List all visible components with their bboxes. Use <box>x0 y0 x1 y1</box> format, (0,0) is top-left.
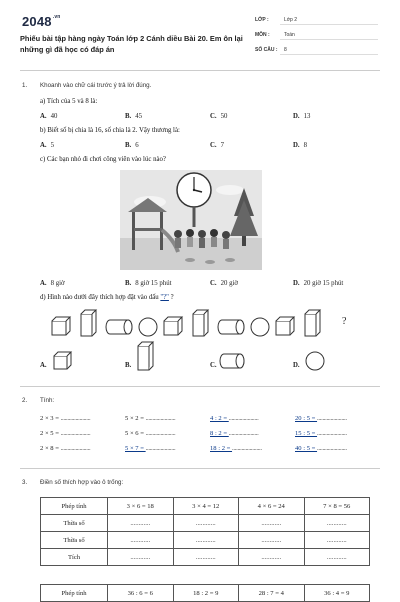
blank-cell[interactable]: ............ <box>108 549 174 566</box>
table1-row-factor2 <box>41 532 370 549</box>
blank-cell[interactable]: ............ <box>239 549 305 566</box>
table1-row-product <box>41 549 370 566</box>
q2-r2c1: 2 × 5 = ...................... <box>40 430 91 437</box>
q1d-prompt: d) Hình nào dưới đây thích hợp đặt vào dấu "?" ? <box>40 294 174 301</box>
table1-header-cell: 3 × 6 = 18 <box>108 498 174 515</box>
blank-cell[interactable]: ............ <box>173 549 239 566</box>
q1b-option-a[interactable]: A. 5 <box>40 142 55 149</box>
q1-divider <box>20 386 380 387</box>
q1d-question-mark: "?" <box>160 294 169 301</box>
blank-cell[interactable]: ............ <box>239 515 305 532</box>
q1b-option-d[interactable]: D. 8 <box>293 142 308 149</box>
q1c-option-c[interactable]: C. 20 giờ <box>210 280 238 287</box>
q1d-option-a[interactable]: A. <box>40 362 47 369</box>
blank-cell[interactable]: ............ <box>173 515 239 532</box>
q2-r1c4: 20 : 5 = ...................... <box>295 415 347 422</box>
blank-cell[interactable]: ............ <box>304 515 370 532</box>
logo-suffix: .vn <box>52 14 61 20</box>
shape-pattern-row <box>48 308 358 342</box>
subject-label: MÔN : <box>255 32 270 38</box>
q1b-prompt: b) Biết số bị chia là 16, số chia là 2. Vậy thương là: <box>40 127 180 134</box>
q2-r1c1: 2 × 3 = ...................... <box>40 415 91 422</box>
count-value: 8 <box>284 47 287 53</box>
class-value: Lớp 2 <box>284 17 298 23</box>
class-label: LỚP : <box>255 17 269 23</box>
blank-cell[interactable]: ............ <box>108 532 174 549</box>
count-underline <box>280 54 378 55</box>
pattern-cylinder-2-icon <box>218 320 244 334</box>
row-label: Thừa số <box>41 515 108 532</box>
q2-r3c2: 5 × 7 = ...................... <box>125 445 176 452</box>
q1a-option-c[interactable]: C. 50 <box>210 113 228 120</box>
q1c-option-b[interactable]: B. 8 giờ 15 phút <box>125 280 172 287</box>
q2-r1c3: 4 : 2 = ...................... <box>210 415 259 422</box>
park-clock-illustration <box>120 170 262 270</box>
option-d-sphere-icon <box>304 350 326 372</box>
subject-value: Toán <box>284 32 295 38</box>
row-label: Thừa số <box>41 532 108 549</box>
q1a-option-d[interactable]: D. 13 <box>293 113 311 120</box>
blank-cell[interactable]: ............ <box>304 532 370 549</box>
row-label: Tích <box>41 549 108 566</box>
header-divider <box>20 70 380 71</box>
q2-instruction: Tính: <box>40 397 55 404</box>
q2-r3c4: 40 : 5 = ...................... <box>295 445 347 452</box>
table1-row-factor1 <box>41 515 370 532</box>
q1d-option-b[interactable]: B. <box>125 362 132 369</box>
table2-header-cell: 36 : 6 = 6 <box>108 585 174 602</box>
q2-r2c3: 8 : 2 = ...................... <box>210 430 259 437</box>
q1d-option-c[interactable]: C. <box>210 362 217 369</box>
table1-header-cell: 3 × 4 = 12 <box>173 498 239 515</box>
class-underline <box>280 24 378 25</box>
q2-divider <box>20 468 380 469</box>
q3-instruction: Điền số thích hợp vào ô trống: <box>40 479 124 486</box>
logo-text: 2048 <box>22 14 52 29</box>
pattern-cube-2-icon <box>164 317 182 335</box>
blank-cell[interactable]: ............ <box>108 515 174 532</box>
q1b-option-c[interactable]: C. 7 <box>210 142 225 149</box>
q1a-option-b[interactable]: B. 45 <box>125 113 143 120</box>
division-table <box>40 584 370 602</box>
option-c-cylinder-icon <box>218 352 246 370</box>
q1d-option-d[interactable]: D. <box>293 362 300 369</box>
option-a-cube-icon <box>52 350 74 370</box>
table1-header-cell: Phép tính <box>41 498 108 515</box>
worksheet-title: Phiếu bài tập hàng ngày Toán lớp 2 Cánh diều Bài 20. Em ôn lại những gì đã học có đáp án <box>20 34 243 54</box>
q1c-prompt: c) Các bạn nhỏ đi chơi công viên vào lúc nào? <box>40 156 166 163</box>
pattern-box-3-icon <box>305 310 320 336</box>
q1a-prompt: a) Tích của 5 và 8 là: <box>40 98 98 105</box>
q2-r1c2: 5 × 2 = ...................... <box>125 415 176 422</box>
pattern-sphere-1-icon <box>139 318 157 336</box>
q1c-option-a[interactable]: A. 8 giờ <box>40 280 65 287</box>
q2-r2c4: 15 : 5 = ...................... <box>295 430 347 437</box>
q1-number: 1. <box>22 82 28 89</box>
table2-header-cell: Phép tính <box>41 585 108 602</box>
subject-underline <box>280 39 378 40</box>
pattern-question-mark: ? <box>342 316 347 327</box>
pattern-cube-1-icon <box>52 317 70 335</box>
table2-header-cell: 18 : 2 = 9 <box>173 585 239 602</box>
q2-r2c2: 5 × 6 = ...................... <box>125 430 176 437</box>
blank-cell[interactable]: ............ <box>304 549 370 566</box>
blank-cell[interactable]: ............ <box>239 532 305 549</box>
blank-cell[interactable]: ............ <box>173 532 239 549</box>
pattern-box-1-icon <box>81 310 96 336</box>
option-b-box-icon <box>136 340 156 372</box>
q2-number: 2. <box>22 397 28 404</box>
count-label: SỐ CÂU : <box>255 47 278 53</box>
table1-header-cell: 4 × 6 = 24 <box>239 498 305 515</box>
table1-header-row <box>41 498 370 515</box>
q2-r3c3: 18 : 2 = ...................... <box>210 445 262 452</box>
q1a-option-a[interactable]: A. 40 <box>40 113 58 120</box>
q3-number: 3. <box>22 479 28 486</box>
table1-header-cell: 7 × 8 = 56 <box>304 498 370 515</box>
multiplication-table <box>40 497 370 566</box>
pattern-cube-3-icon <box>276 317 294 335</box>
pattern-box-2-icon <box>193 310 208 336</box>
table2-header-row <box>41 585 370 602</box>
table2-header-cell: 36 : 4 = 9 <box>304 585 370 602</box>
q1-instruction: Khoanh vào chữ cái trước ý trả lời đúng. <box>40 82 152 89</box>
pattern-sphere-2-icon <box>251 318 269 336</box>
table2-header-cell: 28 : 7 = 4 <box>239 585 305 602</box>
q2-r3c1: 2 × 8 = ...................... <box>40 445 91 452</box>
site-logo[interactable] <box>22 14 61 29</box>
q1c-option-d[interactable]: D. 20 giờ 15 phút <box>293 280 344 287</box>
q1b-option-b[interactable]: B. 6 <box>125 142 139 149</box>
pattern-cylinder-1-icon <box>106 320 132 334</box>
